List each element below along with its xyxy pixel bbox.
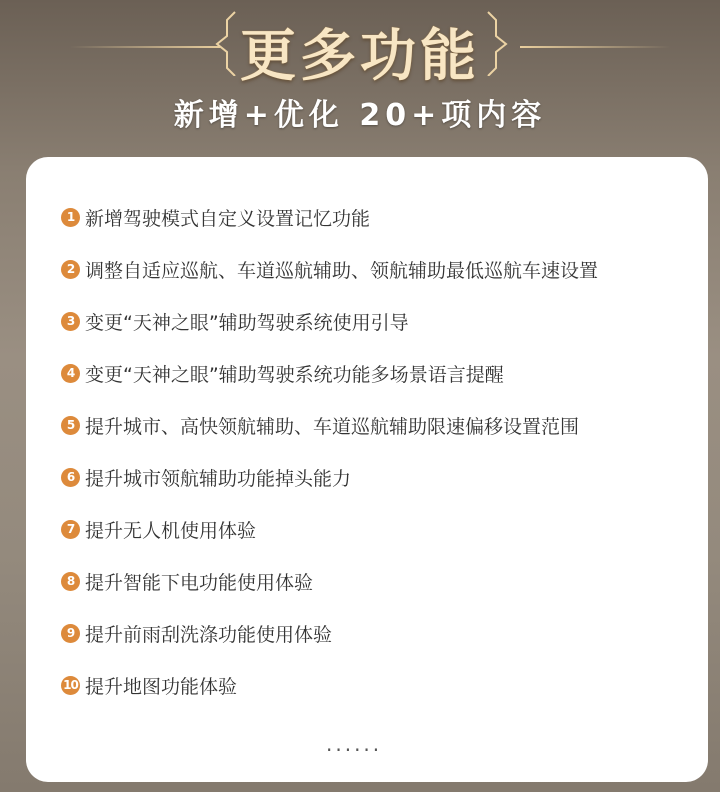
list-item	[61, 670, 237, 700]
list-item	[61, 254, 598, 284]
page-title: 更多功能	[240, 24, 480, 89]
header	[0, 0, 720, 150]
number-badge: 2	[61, 260, 80, 279]
item-text: 提升城市、高快领航辅助、车道巡航辅助限速偏移设置范围	[85, 415, 580, 438]
number-badge: 10	[61, 676, 80, 695]
number-badge: 1	[61, 208, 80, 227]
number-badge: 6	[61, 468, 80, 487]
list-item	[61, 618, 332, 648]
list-item	[61, 566, 313, 596]
number-badge: 9	[61, 624, 80, 643]
list-item	[61, 306, 409, 336]
item-text: 提升智能下电功能使用体验	[85, 571, 314, 594]
item-text: 变更“天神之眼”辅助驾驶系统功能多场景语言提醒	[85, 363, 504, 386]
item-text: 调整自适应巡航、车道巡航辅助、领航辅助最低巡航车速设置	[85, 259, 599, 282]
more-indicator: ......	[326, 732, 383, 756]
number-badge: 3	[61, 312, 80, 331]
list-item	[61, 462, 351, 492]
number-badge: 4	[61, 364, 80, 383]
list-item	[61, 514, 256, 544]
item-text: 新增驾驶模式自定义设置记忆功能	[85, 207, 371, 230]
item-text: 提升无人机使用体验	[85, 519, 257, 542]
list-item	[61, 202, 370, 232]
list-item	[61, 410, 579, 440]
item-text: 变更“天神之眼”辅助驾驶系统使用引导	[85, 311, 409, 334]
feature-card	[26, 157, 708, 782]
list-item	[61, 358, 504, 388]
page-subtitle: 新增+优化 20+项内容	[173, 98, 547, 133]
number-badge: 5	[61, 416, 80, 435]
item-text: 提升城市领航辅助功能掉头能力	[85, 467, 352, 490]
number-badge: 8	[61, 572, 80, 591]
item-text: 提升前雨刮洗涤功能使用体验	[85, 623, 333, 646]
item-text: 提升地图功能体验	[85, 675, 238, 698]
number-badge: 7	[61, 520, 80, 539]
